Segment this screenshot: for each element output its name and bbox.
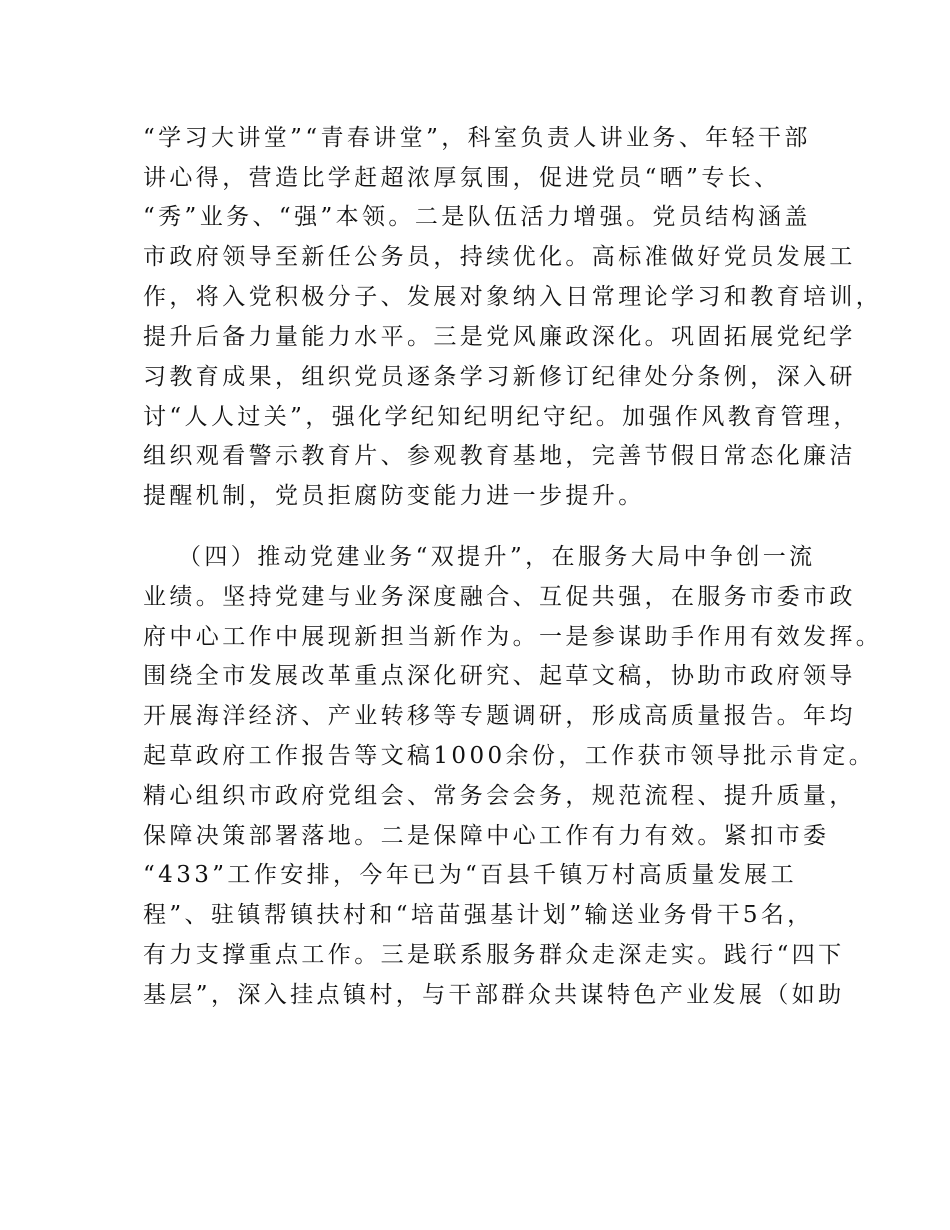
paragraph-line: 围绕全市发展改革重点深化研究、起草文稿，协助市政府领导 (143, 663, 856, 689)
paragraph-line: 讨“人人过关”，强化学纪知纪明纪守纪。加强作风教育管理， (143, 404, 860, 430)
paragraph-line: 精心组织市政府党组会、常务会会务，规范流程、提升质量， (143, 783, 856, 809)
paragraph-line: 有力支撑重点工作。三是联系服务群众走深走实。践行“四下 (143, 942, 845, 968)
paragraph-line: （四）推动党建业务“双提升”，在服务大局中争创一流 (178, 544, 816, 570)
paragraph-line: 开展海洋经济、产业转移等专题调研，形成高质量报告。年均 (143, 703, 856, 729)
paragraph-line: “学习大讲堂”“青春讲堂”，科室负责人讲业务、年轻干部 (143, 125, 811, 151)
paragraph-line: “433”工作安排，今年已为“百县千镇万村高质量发展工 (143, 862, 797, 888)
paragraph-line: 市政府领导至新任公务员，持续优化。高标准做好党员发展工 (143, 244, 856, 270)
paragraph-line: 作，将入党积极分子、发展对象纳入日常理论学习和教育培训， (143, 284, 883, 310)
paragraph-line: 保障决策部署落地。二是保障中心工作有力有效。紧扣市委 (143, 823, 830, 849)
paragraph-line: 提醒机制，党员拒腐防变能力进一步提升。 (143, 483, 645, 509)
paragraph-line: 程”、驻镇帮镇扶村和“培苗强基计划”输送业务骨干5名， (143, 902, 814, 928)
paragraph-line: 提升后备力量能力水平。三是党风廉政深化。巩固拓展党纪学 (143, 324, 856, 350)
paragraph-line: 起草政府工作报告等文稿1000余份，工作获市领导批示肯定。 (143, 743, 876, 769)
paragraph-line: 习教育成果，组织党员逐条学习新修订纪律处分条例，深入研 (143, 364, 856, 390)
paragraph-line: 业绩。坚持党建与业务深度融合、互促共强，在服务市委市政 (143, 584, 856, 610)
paragraph-line: “秀”业务、“强”本领。二是队伍活力增强。党员结构涵盖 (143, 204, 811, 230)
paragraph-line: 组织观看警示教育片、参观教育基地，完善节假日常态化廉洁 (143, 443, 856, 469)
paragraph-line: 讲心得，营造比学赶超浓厚氛围，促进党员“晒”专长、 (143, 165, 781, 191)
paragraph-line: 府中心工作中展现新担当新作为。一是参谋助手作用有效发挥。 (143, 624, 883, 650)
paragraph-line: 基层”，深入挂点镇村，与干部群众共谋特色产业发展（如助 (143, 982, 845, 1008)
